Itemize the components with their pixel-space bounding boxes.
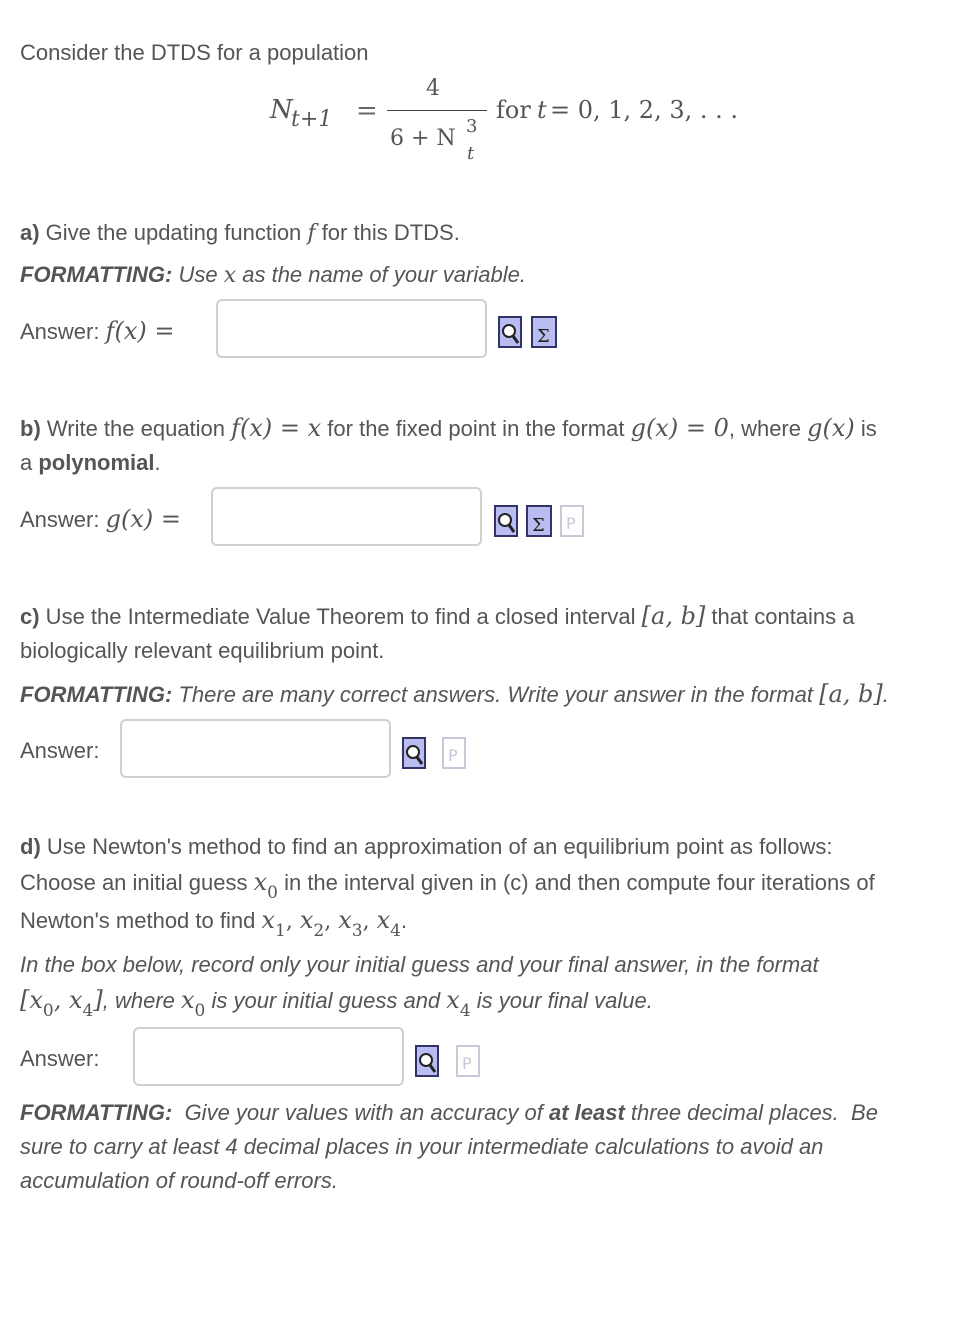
- part-d-note1: In the box below, record only your initial guess and your final answer, in the format: [20, 952, 819, 977]
- part-d-text: Use Newton's method to find an approximation of an equilibrium point as follows:: [40, 834, 833, 859]
- parse-icon[interactable]: [442, 737, 466, 769]
- part-a-text: Give the updating function: [39, 220, 308, 245]
- part-a-answer-math: f(x) =: [105, 317, 175, 345]
- part-a-fmt-text: Use: [172, 262, 224, 287]
- part-a-fmt-label: FORMATTING:: [20, 262, 173, 287]
- part-a-answer-label: [20, 317, 174, 345]
- note-sub4: 4: [82, 1001, 94, 1021]
- part-c-text2: that contains a: [705, 604, 855, 629]
- svg-text:P: P: [566, 514, 576, 533]
- part-d-fmt-text2: three decimal places. Be: [624, 1100, 878, 1125]
- equation-editor-icon[interactable]: [531, 316, 555, 348]
- eq-range: = 0, 1, 2, 3, . . .: [550, 96, 738, 124]
- note-where: , where: [102, 988, 181, 1013]
- part-a-answer-text: Answer:: [20, 319, 106, 344]
- part-c-fmt-interval: [a, b]: [819, 680, 883, 708]
- part-b-line2a: a: [20, 450, 39, 475]
- part-d-question: [20, 834, 833, 860]
- eq-denominator-sup: 3: [466, 116, 478, 137]
- part-d-fmt-line2: sure to carry at least 4 decimal places in your intermediate calculations to avoid an: [20, 1134, 824, 1159]
- part-d-line2b: in the interval given in (c) and then compute four iterations of: [277, 870, 875, 895]
- part-d-fmt-line3: accumulation of round-off errors.: [20, 1168, 338, 1193]
- eq-t: t: [537, 96, 547, 124]
- iter-x1: x: [261, 906, 275, 934]
- part-b-text3: , where: [728, 416, 808, 441]
- part-c-line2: biologically relevant equilibrium point.: [20, 638, 385, 663]
- iter-sub1: 1: [275, 921, 286, 941]
- eq-numerator: 4: [426, 76, 440, 101]
- part-a-f: f: [307, 221, 316, 246]
- part-c-fmt-end: .: [882, 682, 889, 707]
- fraction-bar: [387, 110, 487, 111]
- part-c-fmt-label: FORMATTING:: [20, 682, 173, 707]
- part-b-text4: is: [854, 416, 877, 441]
- iter-x4: x: [376, 906, 391, 934]
- part-a-question: [20, 220, 460, 246]
- part-b-text: Write the equation: [40, 416, 232, 441]
- note-x4-sub: 4: [459, 1001, 471, 1021]
- eq-denominator-sub: t: [467, 143, 475, 164]
- part-d-answer-label: Answer:: [20, 1046, 100, 1071]
- part-b-eq2: g(x) = 0: [630, 414, 729, 442]
- note-close: ]: [93, 986, 103, 1014]
- part-a-formatting: [20, 262, 526, 288]
- note-x0: x: [181, 986, 195, 1014]
- svg-text:Σ: Σ: [532, 515, 545, 536]
- svg-text:P: P: [462, 1054, 472, 1073]
- part-d-label: d): [20, 834, 41, 859]
- preview-icon[interactable]: [402, 737, 426, 769]
- parse-icon[interactable]: [456, 1045, 480, 1077]
- part-a-label: a): [20, 220, 40, 245]
- part-d-x0-sub: 0: [267, 883, 278, 903]
- part-d-answer-input[interactable]: [133, 1027, 404, 1086]
- note-final: is your final value.: [470, 988, 653, 1013]
- part-d-line3a: Newton's method to find: [20, 908, 262, 933]
- part-b-eq1: f(x) = x: [231, 414, 322, 442]
- note-x4: x: [446, 986, 460, 1014]
- part-c-interval: [a, b]: [641, 602, 706, 630]
- part-b-answer-math: g(x) =: [105, 505, 181, 533]
- eq-for: for: [496, 96, 531, 124]
- part-c-label: c): [20, 604, 40, 629]
- part-a-fmt-var: x: [223, 263, 237, 288]
- part-d-line3: Newton's method to find $x_1$, $x_2$, $x_3$, $x_4$.: [20, 906, 408, 941]
- part-d-line3-end: .: [400, 908, 408, 933]
- part-b-eq3: g(x): [807, 414, 855, 442]
- part-c-fmt-text: There are many correct answers. Write your answer in the format: [172, 682, 820, 707]
- part-a-text2: for this DTDS.: [315, 220, 460, 245]
- iter-sub4: 4: [390, 921, 401, 941]
- parse-icon[interactable]: [560, 505, 584, 537]
- part-d-fmt-label: FORMATTING:: [20, 1100, 173, 1125]
- part-b-answer-input[interactable]: [211, 487, 482, 546]
- eq-lhs: N: [270, 95, 293, 125]
- part-d-fmt-text1: Give your values with an accuracy of: [172, 1100, 549, 1125]
- part-c-answer-label: Answer:: [20, 738, 100, 763]
- part-c-answer-input[interactable]: [120, 719, 391, 778]
- note-x0-sub: 0: [194, 1001, 206, 1021]
- part-d-formatting: [20, 1100, 878, 1126]
- part-d-line2a: Choose an initial guess: [20, 870, 254, 895]
- part-d-fmt-bold: at least: [548, 1100, 625, 1125]
- part-b-answer-label: [20, 505, 181, 533]
- part-d-note2: [20, 986, 653, 1021]
- eq-denominator: 6 + N: [390, 126, 456, 151]
- preview-icon[interactable]: [498, 316, 522, 348]
- part-b-line2: [20, 450, 161, 476]
- note-initial: is your initial guess and: [205, 988, 447, 1013]
- preview-icon[interactable]: [415, 1045, 439, 1077]
- part-b-label: b): [20, 416, 41, 441]
- part-a-answer-input[interactable]: [216, 299, 487, 358]
- part-b-text2: for the fixed point in the format: [321, 416, 631, 441]
- part-d-line2: [20, 868, 875, 903]
- part-b-line2c: .: [154, 450, 161, 475]
- part-c-text: Use the Intermediate Value Theorem to find a closed interval: [39, 604, 642, 629]
- svg-text:Σ: Σ: [537, 326, 550, 347]
- eq-equals: =: [356, 96, 378, 126]
- note-sub0: 0: [42, 1001, 54, 1021]
- note-open: [x: [20, 986, 43, 1014]
- svg-text:P: P: [448, 746, 458, 765]
- iter-sub2: 2: [313, 921, 325, 941]
- part-b-question: [20, 414, 877, 442]
- part-d-x0: x: [253, 868, 268, 896]
- part-b-answer-text: Answer:: [20, 507, 106, 532]
- iter-x2: x: [299, 906, 314, 934]
- part-c-question: [20, 602, 855, 630]
- iter-sub3: 3: [351, 921, 363, 941]
- part-c-formatting: [20, 680, 889, 708]
- note-comma-x: , x: [53, 986, 83, 1014]
- preview-icon[interactable]: [494, 505, 518, 537]
- part-a-fmt-text2: as the name of your variable.: [236, 262, 526, 287]
- part-b-polynomial: polynomial: [38, 450, 155, 475]
- equation-editor-icon[interactable]: [526, 505, 550, 537]
- iter-x3: x: [338, 906, 352, 934]
- eq-lhs-sub: t+1: [291, 107, 333, 132]
- intro-text: Consider the DTDS for a population: [20, 40, 369, 65]
